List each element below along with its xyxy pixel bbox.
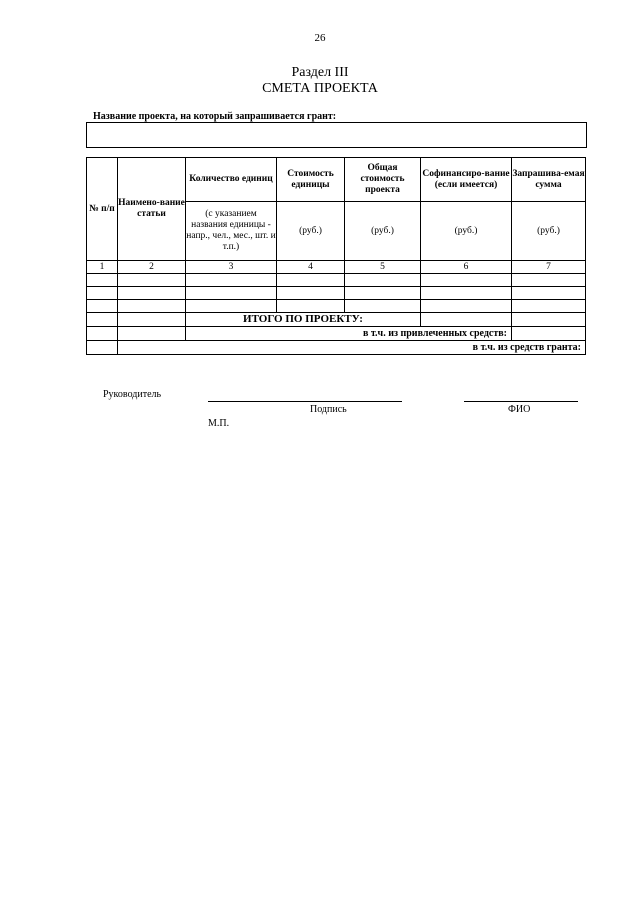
column-number: 3 — [186, 261, 277, 274]
grant-funds-label: в т.ч. из средств гранта: — [118, 341, 586, 355]
header-requested: Запрашива-емая сумма — [512, 158, 586, 202]
estimate-table — [86, 157, 586, 355]
signature-line[interactable] — [208, 401, 402, 402]
subheader-total-cost: (руб.) — [345, 202, 421, 261]
table-row — [87, 274, 586, 287]
header-num: № п/п — [87, 158, 118, 261]
header-item-name: Наимено-вание статьи — [118, 158, 186, 261]
header-quantity: Количество единиц — [186, 158, 277, 202]
signature-caption: Подпись — [310, 404, 347, 415]
total-cofinancing-cell[interactable] — [421, 313, 512, 327]
total-row — [87, 313, 586, 327]
column-number: 7 — [512, 261, 586, 274]
total-requested-cell[interactable] — [512, 313, 586, 327]
attracted-funds-label: в т.ч. из привлеченных средств: — [186, 327, 512, 341]
attracted-funds-row — [87, 327, 586, 341]
column-number: 6 — [421, 261, 512, 274]
grant-funds-row — [87, 341, 586, 355]
fio-caption: ФИО — [508, 404, 531, 415]
project-name-label: Название проекта, на который запрашивается грант: — [93, 111, 337, 122]
header-unit-cost: Стоимость единицы — [277, 158, 345, 202]
table-row — [87, 287, 586, 300]
column-number: 4 — [277, 261, 345, 274]
column-number: 5 — [345, 261, 421, 274]
subheader-requested: (руб.) — [512, 202, 586, 261]
attracted-funds-cell[interactable] — [512, 327, 586, 341]
header-cofinancing: Софинансиро-вание (если имеется) — [421, 158, 512, 202]
head-label: Руководитель — [103, 389, 162, 400]
table-row — [87, 300, 586, 313]
fio-line[interactable] — [464, 401, 578, 402]
subheader-unit-cost: (руб.) — [277, 202, 345, 261]
column-number: 1 — [87, 261, 118, 274]
header-total-cost: Общая стоимость проекта — [345, 158, 421, 202]
subheader-quantity: (с указанием названия единицы - напр., чел., мес., шт. и т.п.) — [186, 202, 277, 261]
section-label: Раздел III — [291, 65, 349, 80]
project-name-field[interactable] — [86, 122, 587, 148]
total-label: ИТОГО ПО ПРОЕКТУ: — [186, 313, 421, 327]
stamp-placeholder: М.П. — [208, 418, 230, 429]
page-number: 26 — [314, 32, 326, 44]
column-number: 2 — [118, 261, 186, 274]
section-title: СМЕТА ПРОЕКТА — [262, 81, 378, 96]
subheader-cofinancing: (руб.) — [421, 202, 512, 261]
